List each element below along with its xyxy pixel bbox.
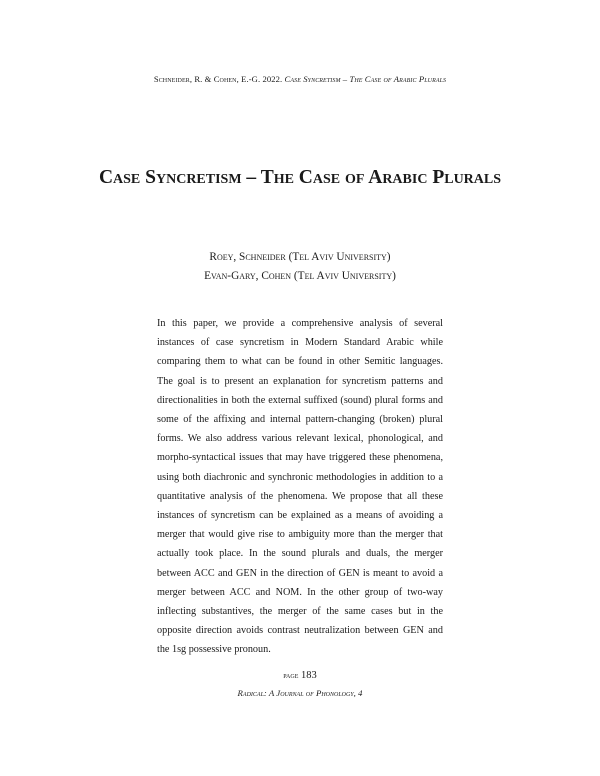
page-number [0,670,600,681]
author-line: Roey, Schneider (Tel Aviv University) [209,251,391,263]
running-head-title: Case Syncretism – The Case of Arabic Plurals [284,74,447,84]
author-block [0,248,600,286]
running-head [0,74,600,84]
page-number-value: 183 [301,670,317,681]
paper-title: Case Syncretism – The Case of Arabic Plurals [98,167,502,188]
page-label: page [283,670,299,680]
running-head-authors: Schneider, R. & Cohen, E.-G. 2022. [153,74,283,84]
journal-name: Radical: A Journal of Phonology, 4 [237,688,363,698]
author-line: Evan-Gary, Cohen (Tel Aviv University) [204,270,396,282]
abstract: In this paper, we provide a comprehensive analysis of several instances of case syncretism in Modern Standard Arabic while comparing them to what can be found in other Semitic languages. The goal is to present an explanation for syncretism patterns and directionalities in both the external suffixed (sound) plural forms and some of the affixing and internal pattern-changing (broken) plural forms. We also address various relevant lexical, phonological, and morpho-syntactical issues that may have triggered these phenomena, using both diachronic and synchronic methodologies in addition to a quantitative analysis of the phenomena. We propose that all these instances of syncretism can be explained as a means of avoiding a merger that would give rise to ambiguity more than the merger that actually took place. In the sound plurals and duals, the merger between ACC and GEN in the direction of GEN is meant to avoid a merger between ACC and NOM. In the other group of two-way inflecting substantives, the merger of the same cases but in the opposite direction avoids contrast neutralization between GEN and the 1sg possessive pronoun. [157,318,443,656]
